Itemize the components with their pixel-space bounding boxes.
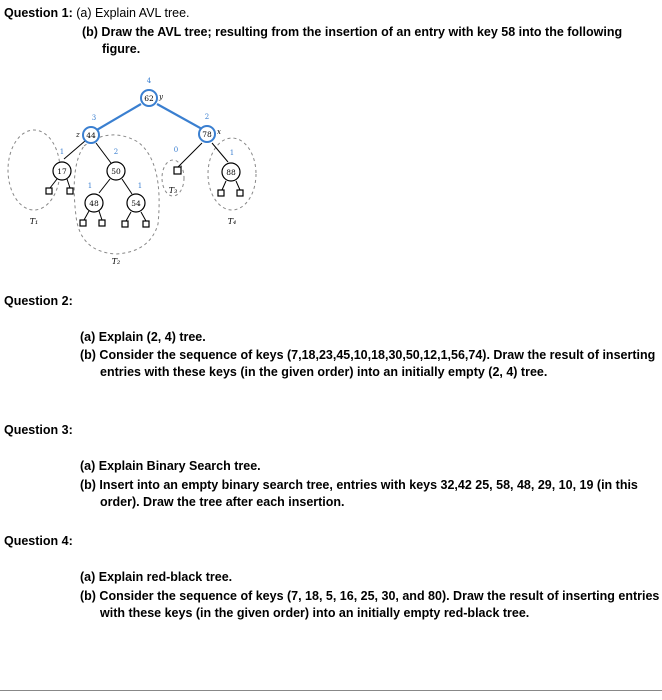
- subtree-t3-label: T₃: [168, 186, 178, 195]
- leaf-square: [46, 188, 52, 194]
- subtree-t4-label: T₄: [227, 217, 237, 226]
- height-17: 1: [59, 148, 65, 156]
- leaf-square: [218, 190, 224, 196]
- edge-62-44: [95, 104, 141, 131]
- leaf-square: [67, 188, 73, 194]
- question-1-label: Question 1:: [4, 6, 73, 20]
- mark-y: y: [159, 93, 163, 101]
- question-1-part-b-line-1: (b) Draw the AVL tree; resulting from the insertion of an entry with key 58 into the following: [82, 25, 623, 39]
- node-44-label: 44: [86, 131, 96, 140]
- question-4-title: Question 4:: [4, 534, 73, 548]
- leaf-square: [143, 221, 149, 227]
- question-2-title: Question 2:: [4, 294, 73, 308]
- edge-50-54: [122, 179, 132, 194]
- node-50-label: 50: [111, 167, 121, 176]
- question-1-part-b-line-2: figure.: [102, 42, 141, 56]
- edge-44-17: [64, 141, 85, 159]
- question-3-part-b: (b) Insert into an empty binary search tree, entries with keys 32,42 25, 58, 48, 29, 10, 19 (in this order). Draw the tree after each insertion.: [80, 478, 638, 509]
- node-62-label: 62: [144, 94, 154, 103]
- mark-x: x: [217, 128, 221, 136]
- leaf-stubs-88: [222, 181, 240, 190]
- edge-62-78: [157, 104, 202, 129]
- height-54: 1: [137, 182, 143, 190]
- subtree-t2-label: T₂: [111, 257, 121, 266]
- edge-78-t3: [178, 143, 202, 167]
- leaf-square: [80, 220, 86, 226]
- mark-z: z: [76, 131, 80, 139]
- question-3-title: Question 3:: [4, 423, 73, 437]
- question-1-part-a: (a) Explain AVL tree.: [76, 6, 190, 20]
- height-78: 2: [204, 113, 210, 121]
- height-88: 1: [229, 149, 235, 157]
- question-2-part-a: (a) Explain (2, 4) tree.: [80, 330, 206, 344]
- question-1-title: [4, 6, 190, 20]
- subtree-t1-outline: [8, 130, 60, 210]
- height-50: 2: [113, 148, 119, 156]
- subtree-t1-label: T₁: [29, 217, 39, 226]
- question-2-part-b: (b) Consider the sequence of keys (7,18,23,45,10,18,30,50,12,1,56,74). Draw the result of inserting entries with these keys (in the given order) into an initially empty (2, 4) tree.: [80, 348, 656, 379]
- edge-44-50: [96, 143, 111, 163]
- leaf-square-t3: [174, 167, 181, 174]
- leaf-square: [122, 221, 128, 227]
- edge-50-48: [99, 179, 110, 193]
- edge-78-88: [212, 143, 228, 162]
- height-t3: 0: [173, 146, 179, 154]
- leaf-square: [99, 220, 105, 226]
- node-54-label: 54: [131, 199, 141, 208]
- node-88-label: 88: [226, 168, 236, 177]
- question-3-part-a: (a) Explain Binary Search tree.: [80, 459, 261, 473]
- node-48-label: 48: [89, 199, 99, 208]
- leaf-stubs-54: [126, 212, 146, 221]
- question-4-part-b: (b) Consider the sequence of keys (7, 18, 5, 16, 25, 30, and 80). Draw the result of inserting entries with these keys (in the given order) into an initially empty red-black tree.: [80, 589, 660, 620]
- height-62: 4: [146, 77, 152, 85]
- height-44: 3: [91, 114, 97, 122]
- node-17-label: 17: [57, 167, 67, 176]
- question-4-part-a: (a) Explain red-black tree.: [80, 570, 233, 584]
- avl-tree-figure: [0, 66, 300, 276]
- height-48: 1: [87, 182, 93, 190]
- node-78-label: 78: [202, 130, 212, 139]
- bottom-divider: [0, 690, 662, 691]
- leaf-square: [237, 190, 243, 196]
